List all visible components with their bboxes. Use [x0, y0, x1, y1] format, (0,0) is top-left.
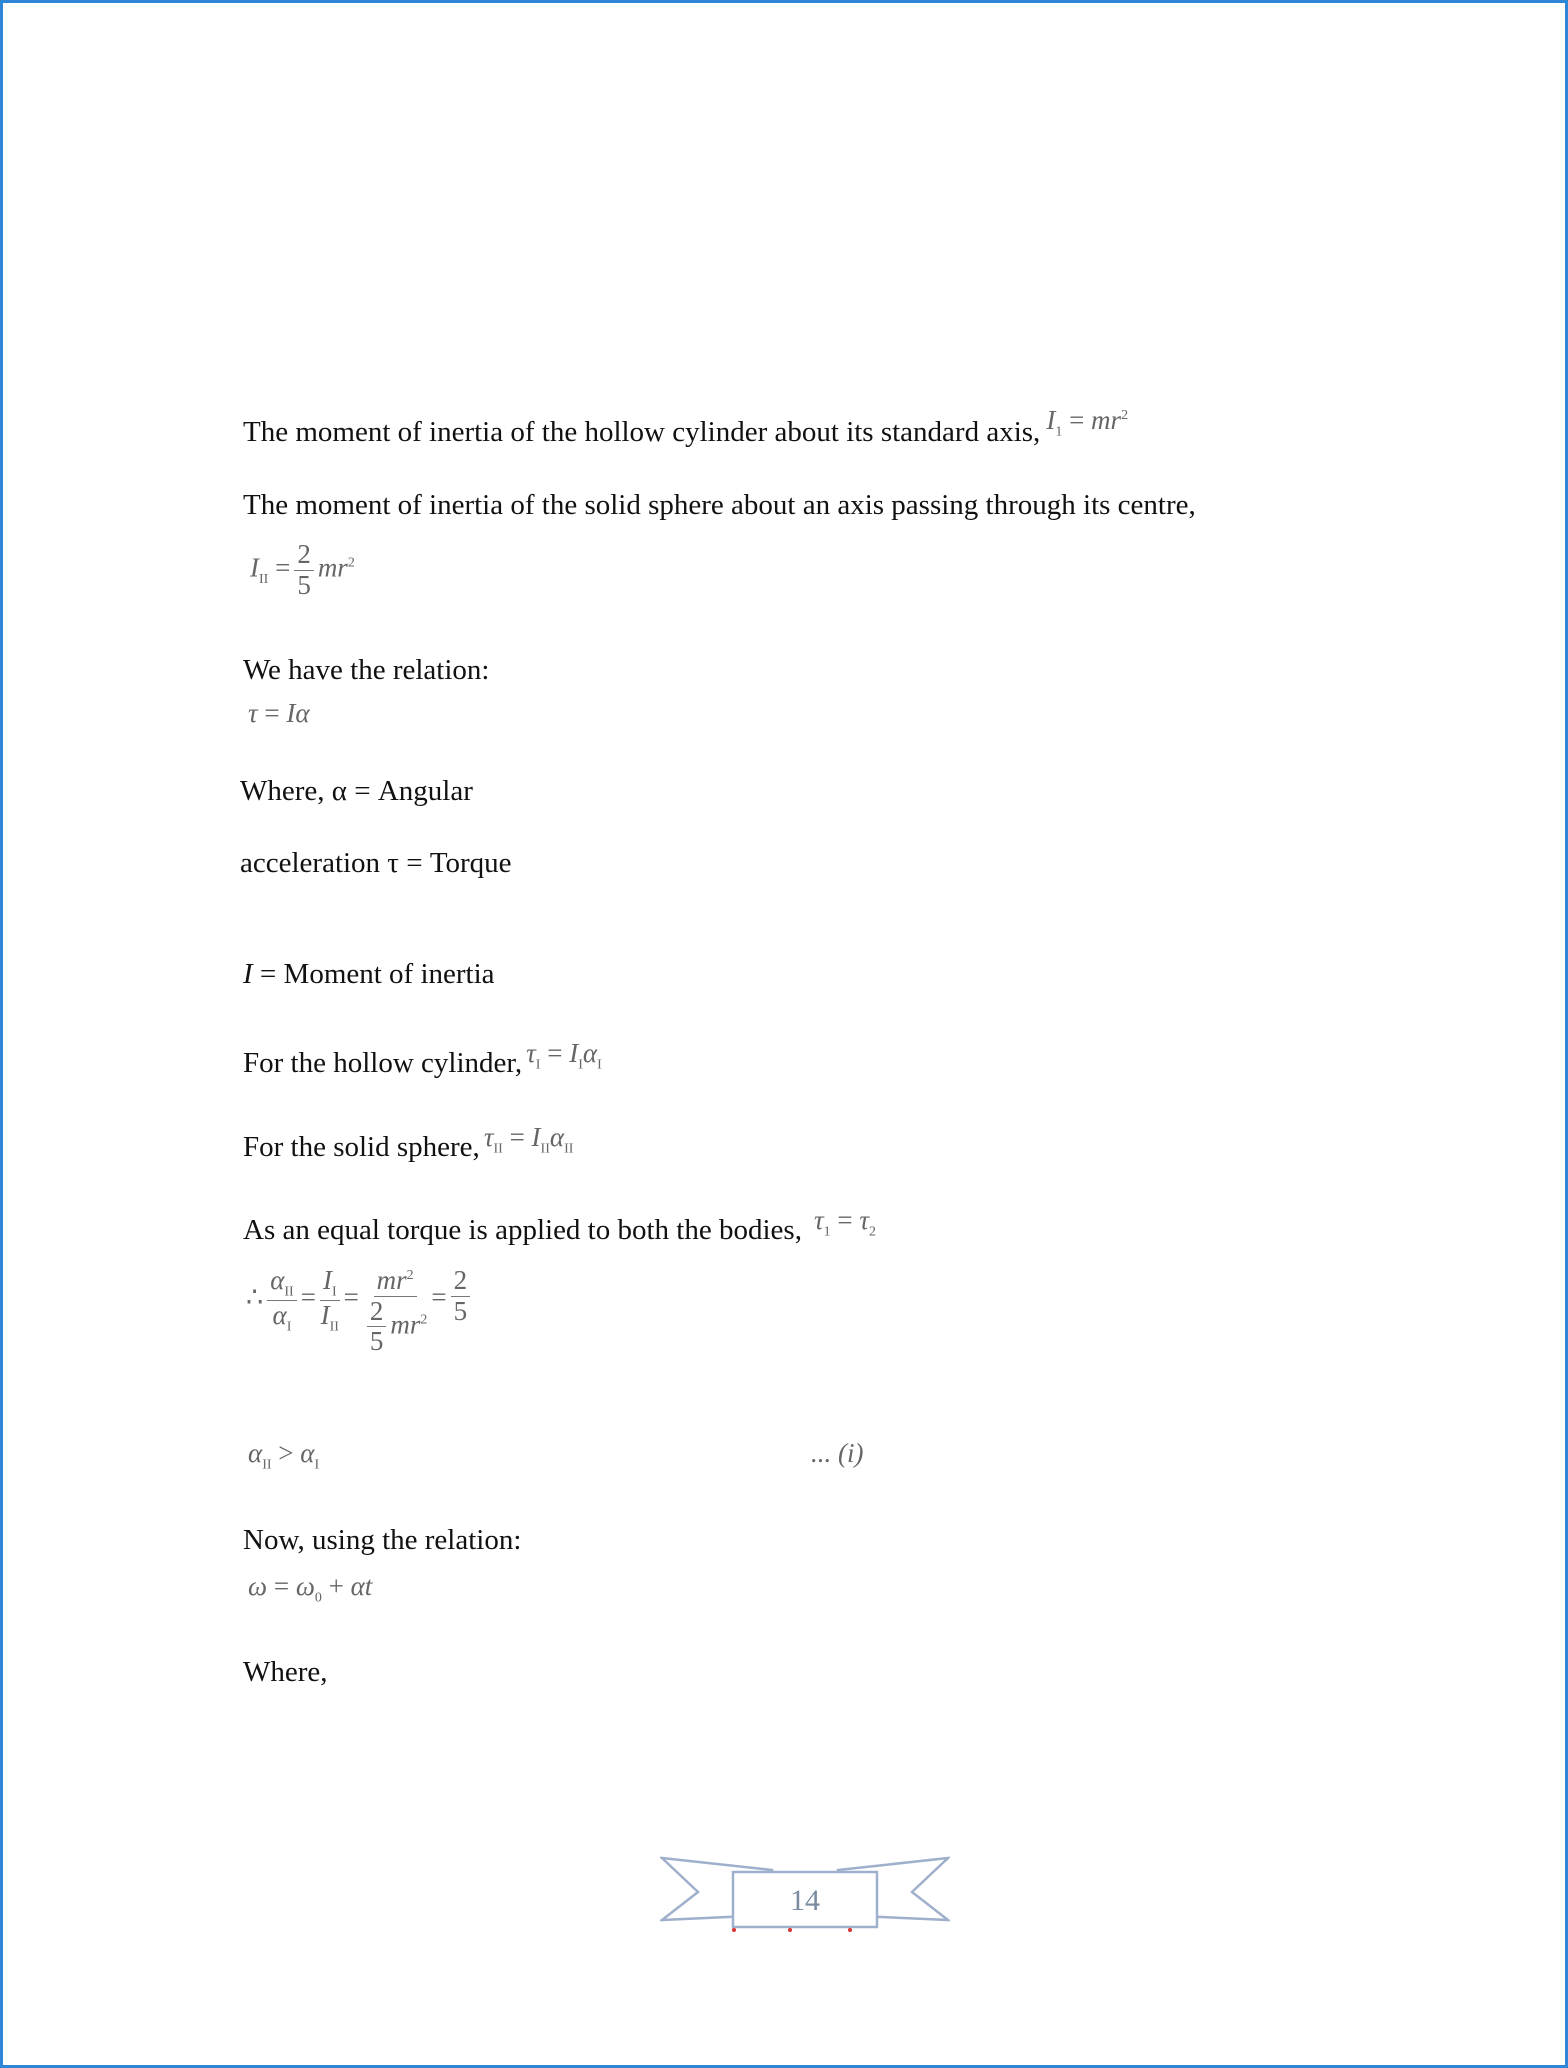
var-I: I	[243, 958, 253, 990]
equation-I2: $I_{II}$ = $\frac{2}{5}$ $mr^2$	[250, 539, 355, 600]
paragraph-relation: We have the relation:	[243, 654, 490, 686]
equation-label-i: ... (i)	[811, 1438, 864, 1468]
text-moment-of-inertia	[243, 960, 495, 989]
equation-torque: τ = Iα	[248, 698, 310, 728]
text: The moment of inertia of the hollow cylinder about its standard axis,	[243, 416, 1041, 448]
paragraph-now-relation: Now, using the relation:	[243, 1524, 522, 1556]
paragraph-solid-sphere-torque	[243, 1122, 574, 1166]
text-where: Where,	[243, 1656, 328, 1688]
text-acceleration-torque: acceleration τ = Torque	[240, 847, 512, 879]
equation-omega: $\omega = \omega_0 + \alpha t$	[248, 1571, 373, 1606]
page-number: 14	[790, 1884, 820, 1917]
text: As an equal torque is applied to both the bodies,	[243, 1214, 802, 1246]
equation-tau2: $\tau_{II} = I_{II}\alpha_{II}$	[483, 1122, 574, 1157]
paragraph-hollow-cylinder-torque	[243, 1038, 602, 1082]
paragraph-hollow-cylinder-inertia	[243, 405, 1129, 451]
text: = Moment of inertia	[259, 958, 495, 990]
equation-tau1: $\tau_I = I_I\alpha_I$	[526, 1038, 602, 1073]
text-where-alpha: Where, α = Angular	[240, 775, 473, 807]
equation-I1: $I_1 = mr^2$	[1046, 405, 1129, 440]
equation-alpha-compare: $\alpha_{II} > \alpha_I$	[248, 1438, 320, 1473]
paragraph-solid-sphere-inertia: The moment of inertia of the solid sphere about an axis passing through its centre,	[243, 489, 1196, 521]
text: For the hollow cylinder,	[243, 1047, 523, 1079]
equation-tau-equal: $\tau_1 = \tau_2$	[813, 1205, 877, 1240]
equation-ratio: ∴ $\frac{\alpha_{II}}{\alpha_I}$ = $\frac{I_I}{I_{II}}$ = $mr^2$ $\frac{2}{5}$ $mr^2$ = $\frac{2}{5}$	[246, 1262, 474, 1357]
text: For the solid sphere,	[243, 1131, 480, 1163]
paragraph-equal-torque	[243, 1205, 877, 1249]
